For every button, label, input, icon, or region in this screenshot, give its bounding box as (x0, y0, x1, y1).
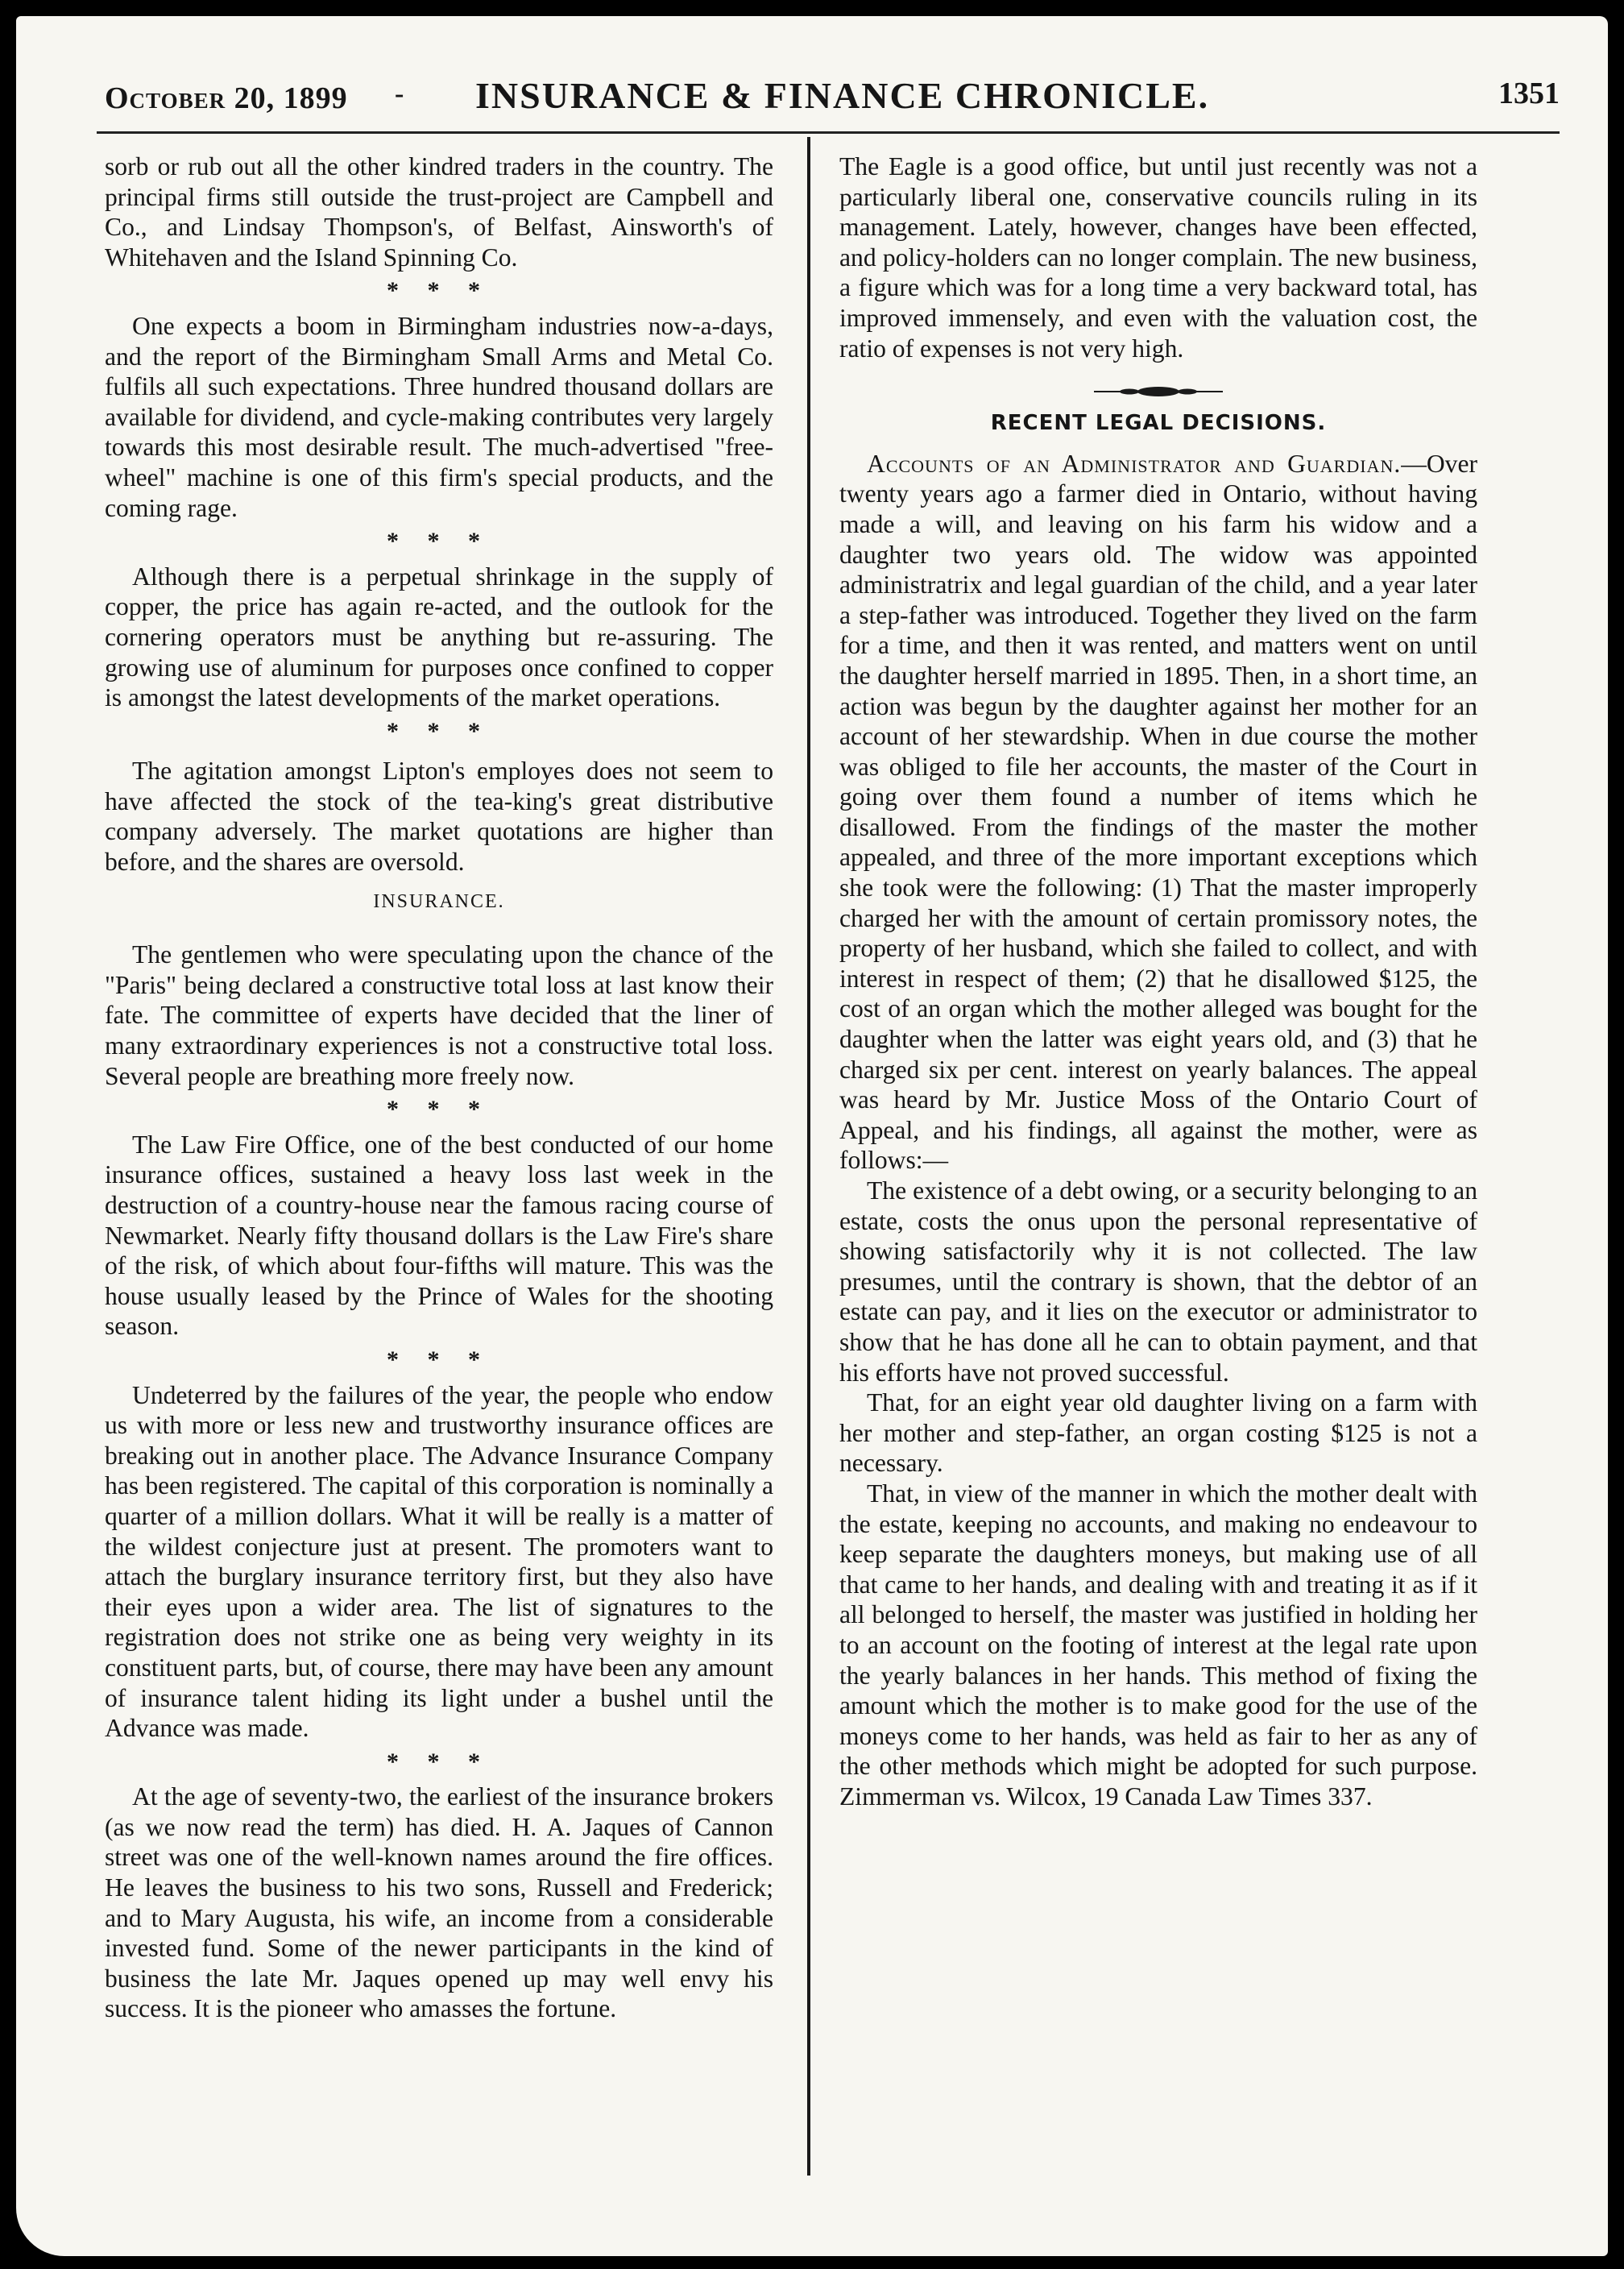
article-paragraph: The agitation amongst Lipton's employes does not seem to have affected the stock of the tea-king's great distributive company adversely. The market quotations are higher than before, and the shares are oversold. (105, 757, 773, 877)
section-separator: * * * (387, 277, 491, 305)
article-paragraph: Although there is a perpetual shrinkage in the supply of copper, the price has again re-acted, and the outlook for the cornering operators must be anything but re-assuring. The growing use of aluminum for purposes once confined to copper is amongst the latest developments of the market operations. (105, 562, 773, 712)
article-paragraph: That, for an eight year old daughter living on a farm with her mother and step-father, an organ costing $125 is not a necessary. (839, 1388, 1477, 1478)
page-number: 1351 (1498, 77, 1560, 110)
article-paragraph: Undeterred by the failures of the year, the people who endow us with more or less new and trustworthy insurance offices are breaking out in another place. The Advance Insurance Company has been registered. The capital of this corporation is nominally a quarter of a million dollars. What it will be really is a matter of the wildest conjecture just at present. The promoters want to attach the burglary insurance territory first, but they also have their eyes upon a wider area. The list of signatures to the registration does not strike one as being very weighty in its constituent parts, but, of course, there may have been any amount of insurance talent hiding its light under a bushel until the Advance was made. (105, 1380, 773, 1743)
section-separator: * * * (387, 1748, 491, 1775)
legal-decisions-heading: RECENT LEGAL DECISIONS. (990, 411, 1327, 436)
header-dash: - (395, 79, 404, 109)
case-body: —Over twenty years ago a farmer died in Ontario, without having made a will, and leaving on his farm his widow and a daughter two years old. The widow was appointed administratrix and legal guardian of the child, and a year later a step-father was introduced. Together they lived on the farm for a time, and then it was rented, and matters went on until the daughter herself married in 1895. Then, in a short time, an action was begun by the daughter against her mother for an account of her stewardship. When in due course the mother was obliged to file her accounts, the master of the Court in going over them found a number of items which he disallowed. From the findings of the master the mother appealed, and three of the more important exceptions which she took were the following: (1) That the master improperly charged her with the amount of certain promissory notes, the property of her husband, which she failed to collect, and with interest in respect of them; (2) that he disallowed $125, the cost of an organ which the mother alleged was bought for the daughter when the latter was eight years old, and (3) that he charged six per cent. interest on yearly balances. The appeal was heard by Mr. Justice Moss of the Ontario Court of Appeal, and his findings, all against the mother, were as follows:— (839, 449, 1477, 1175)
section-separator: * * * (387, 1346, 491, 1373)
section-separator: * * * (387, 528, 491, 555)
section-separator: * * * (387, 1096, 491, 1123)
article-paragraph: The gentlemen who were speculating upon the chance of the "Paris" being declared a constructive total loss at last know their fate. The committee of experts have decided that the liner of many extraordinary experiences is not a constructive total loss. Several people are breathing more freely now. (105, 940, 773, 1090)
publication-title: INSURANCE & FINANCE CHRONICLE. (475, 75, 1210, 116)
article-paragraph: sorb or rub out all the other kindred traders in the country. The principal firms still outside the trust-project are Campbell and Co., and Lindsay Thompson's, of Belfast, Ainsworth's of Whitehaven and the Island Spinning Co. (105, 152, 773, 272)
article-paragraph: One expects a boom in Birmingham industries now-a-days, and the report of the Birmingham Small Arms and Metal Co. fulfils all such expectations. Three hundred thousand dollars are available for dividend, and cycle-making contributes very largely towards this most desirable result. The much-advertised "free-wheel" machine is one of this firm's special products, and the coming rage. (105, 311, 773, 522)
issue-date: October 20, 1899 (105, 81, 348, 115)
left-column (105, 151, 773, 2024)
right-column (839, 151, 1477, 1811)
article-paragraph: That, in view of the manner in which the mother dealt with the estate, keeping no accounts, and making no endeavour to keep separate the daughters moneys, but making use of all that came to her hands, and dealing with and treating it as if it all belonged to herself, the master was justified in holding her to an account on the footing of interest at the legal rate upon the yearly balances in her hands. This method of fixing the amount which the mother is to make good for the use of the moneys come to her hands, was held as fair to her as any of the other methods which might be adopted for such purpose. Zimmerman vs. Wilcox, 19 Canada Law Times 337. (839, 1479, 1477, 1811)
case-title: Accounts of an Administrator and Guardian. (867, 449, 1402, 478)
section-separator: * * * (387, 717, 491, 745)
page-header (105, 64, 1560, 129)
article-paragraph: The Eagle is a good office, but until just recently was not a particularly liberal one, conservative councils ruling in its management. Lately, however, changes have been effected, and policy-holders can no longer complain. The new business, a figure which was for a long time a very backward total, has improved immensely, and even with the valuation cost, the ratio of expenses is not very high. (839, 152, 1477, 363)
insurance-heading: INSURANCE. (373, 890, 505, 912)
column-rule (807, 137, 810, 2176)
article-paragraph: At the age of seventy-two, the earliest of the insurance brokers (as we now read the term) has died. H. A. Jaques of Cannon street was one of the well-known names around the fire offices. He leaves the business to his two sons, Russell and Frederick; and to Mary Augusta, his wife, an income from a considerable invested fund. Some of the newer participants in the kind of business the late Mr. Jaques opened up may well envy his success. It is the pioneer who amasses the fortune. (105, 1782, 773, 2023)
header-rule (97, 131, 1560, 134)
newspaper-page (16, 16, 1608, 2256)
ornament-divider (839, 386, 1477, 397)
ornament-icon (1094, 386, 1223, 397)
article-paragraph: The Law Fire Office, one of the best conducted of our home insurance offices, sustained a heavy loss last week in the destruction of a country-house near the famous racing course of Newmarket. Nearly fifty thousand dollars is the Law Fire's share of the risk, of which about four-fifths will mature. This was the house usually leased by the Prince of Wales for the shooting season. (105, 1130, 773, 1341)
article-paragraph: The existence of a debt owing, or a security belonging to an estate, costs the onus upon the personal representative of showing satisfactorily why it is not collected. The law presumes, until the contrary is shown, that the debtor of an estate can pay, and it lies on the executor or administrator to show that he has done all he can to obtain payment, and that his efforts have not proved successful. (839, 1176, 1477, 1387)
case-paragraph (839, 449, 1477, 1176)
